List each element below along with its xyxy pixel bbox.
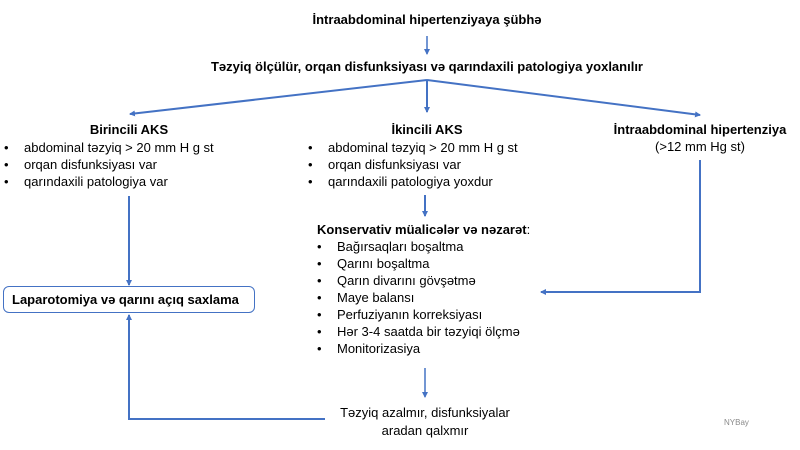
list-item: • Hər 3-4 saatda bir təzyiqi ölçmə — [313, 323, 530, 340]
list-item: • orqan disfunksiyası var — [0, 156, 258, 173]
arrow-iah-to-conservative — [541, 160, 700, 292]
arrow-step-to-primary — [130, 80, 427, 114]
top-title: İntraabdominal hipertenziyaya şübhə — [312, 12, 542, 27]
watermark: NYBay — [724, 418, 749, 427]
arrow-outcome-to-surgery — [129, 315, 325, 419]
list-item: • Perfuziyanın korreksiyası — [313, 306, 530, 323]
conservative-colon: : — [526, 222, 531, 237]
list-item: • Bağırsaqları boşaltma — [313, 238, 530, 255]
conservative-title: Konservativ müalicələr və nəzarət — [317, 222, 527, 237]
conservative-list — [313, 238, 530, 357]
list-item: • qarındaxili patologiya var — [0, 173, 258, 190]
list-item: • abdominal təzyiq > 20 mm H g st — [304, 139, 564, 156]
list-item: • Qarın divarını gövşətmə — [313, 272, 530, 289]
list-item: • abdominal təzyiq > 20 mm H g st — [0, 139, 258, 156]
outcome-line-2: aradan qalxmır — [381, 423, 469, 438]
arrow-step-to-iah — [427, 80, 700, 115]
iah-block — [600, 122, 800, 154]
surgery-box — [3, 286, 255, 313]
list-item: • Qarını boşaltma — [313, 255, 530, 272]
list-item: • Maye balansı — [313, 289, 530, 306]
outcome-text — [320, 404, 530, 440]
list-item: • Monitorizasiya — [313, 340, 530, 357]
list-item: • qarındaxili patologiya yoxdur — [304, 173, 564, 190]
step-check: Təzyiq ölçülür, orqan disfunksiyası və qarındaxili patologiya yoxlanılır — [210, 59, 643, 74]
iah-threshold: (>12 mm Hg st) — [655, 139, 745, 154]
primary-acs-list — [0, 139, 258, 190]
secondary-acs-list — [304, 139, 564, 190]
primary-acs-block — [0, 122, 258, 190]
list-item: • orqan disfunksiyası var — [304, 156, 564, 173]
iah-title: İntraabdominal hipertenziya — [613, 122, 787, 137]
primary-acs-title: Birincili AKS — [89, 122, 169, 137]
secondary-acs-block — [290, 122, 564, 190]
secondary-acs-title: İkincili AKS — [391, 122, 463, 137]
surgery-label: Laparotomiya və qarını açıq saxlama — [12, 292, 239, 307]
outcome-line-1: Təzyiq azalmır, disfunksiyalar — [340, 405, 510, 420]
conservative-block — [317, 222, 530, 357]
